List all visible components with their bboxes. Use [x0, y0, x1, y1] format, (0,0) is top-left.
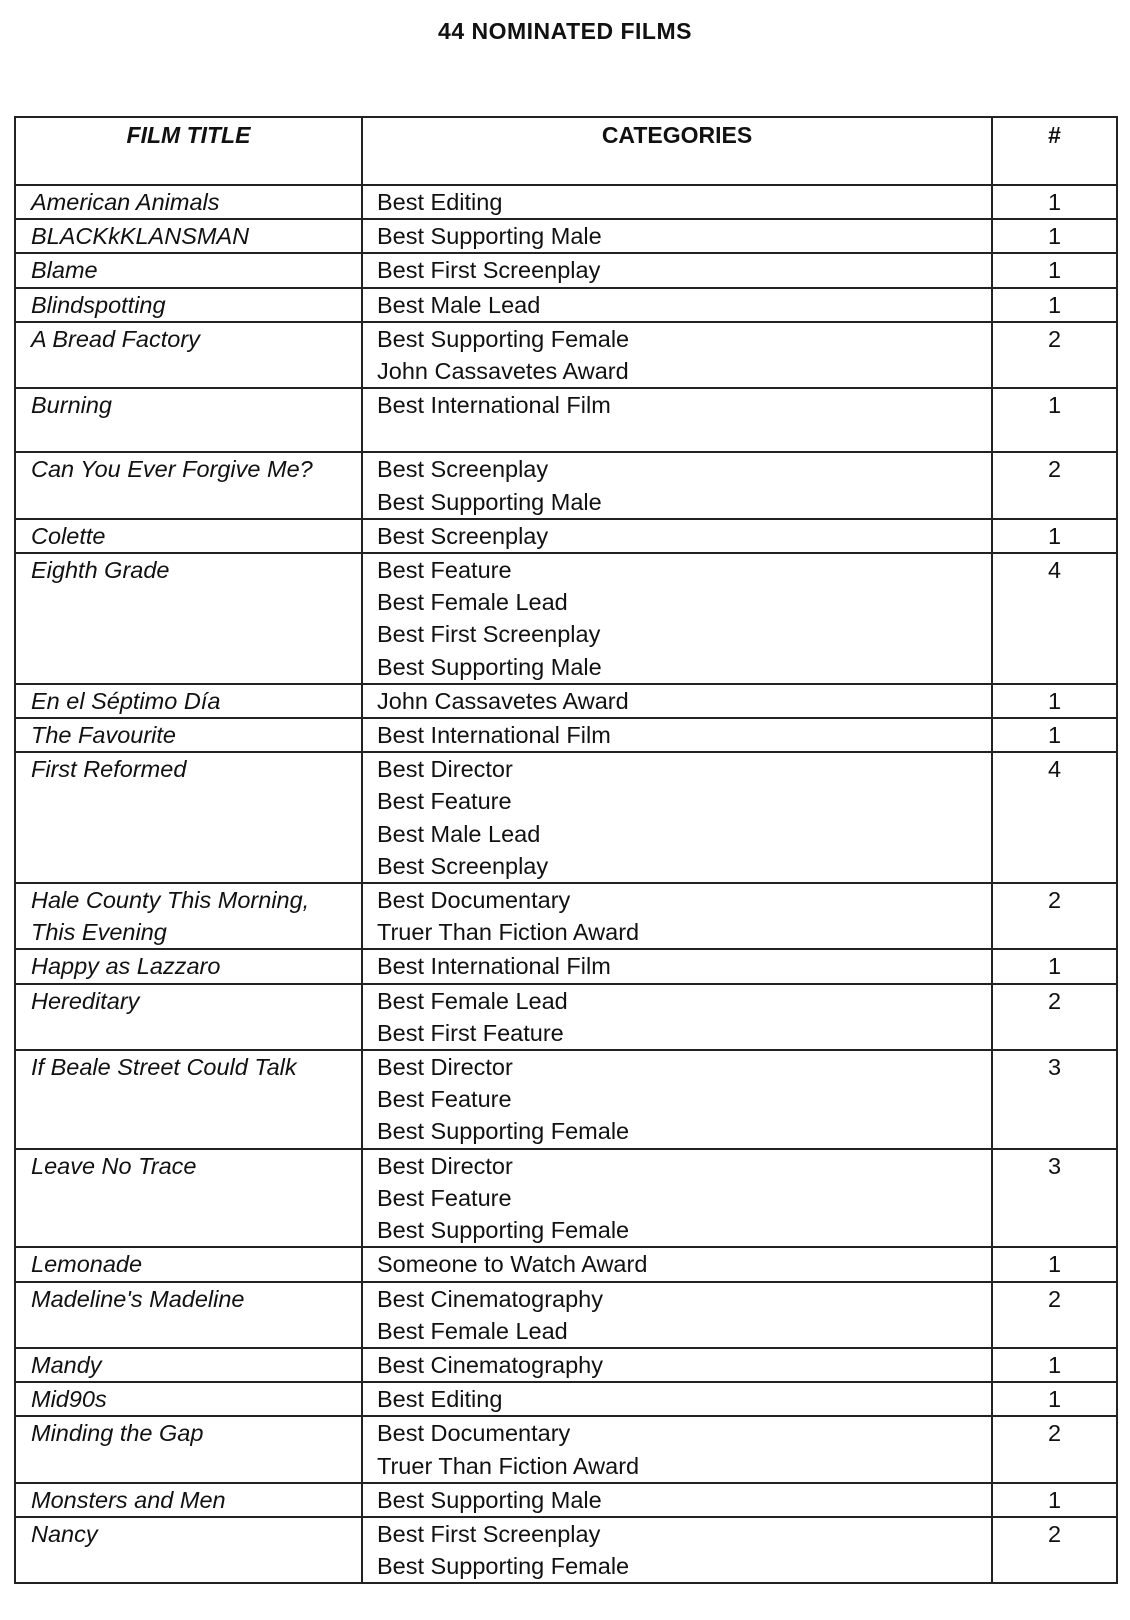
- category-item: Best Screenplay: [377, 456, 549, 483]
- category-item: Best First Feature: [377, 1019, 564, 1046]
- categories-cell: [362, 1483, 992, 1517]
- categories-cell: [362, 185, 992, 219]
- film-title-header: FILM TITLE: [15, 117, 362, 185]
- category-item: Best Supporting Male: [377, 1486, 602, 1513]
- film-title-cell: Hereditary: [15, 984, 362, 1050]
- category-item: John Cassavetes Award: [377, 358, 629, 385]
- category-item: Best Feature: [377, 788, 512, 815]
- nomination-count-cell: 1: [992, 1247, 1117, 1281]
- nomination-count-cell: 2: [992, 322, 1117, 388]
- table-row: [15, 684, 1117, 718]
- category-item: Best Screenplay: [377, 522, 549, 549]
- category-item: Truer Than Fiction Award: [377, 1452, 640, 1479]
- table-row: [15, 949, 1117, 983]
- table-row: [15, 452, 1117, 518]
- table-body: [15, 185, 1117, 1583]
- table-row: [15, 185, 1117, 219]
- table-row: [15, 984, 1117, 1050]
- nomination-count-cell: 2: [992, 883, 1117, 949]
- category-item: Best Documentary: [377, 1420, 571, 1447]
- film-title-cell: Madeline's Madeline: [15, 1282, 362, 1348]
- categories-cell: [362, 388, 992, 452]
- table-row: [15, 1149, 1117, 1248]
- category-item: Best Director: [377, 1152, 513, 1179]
- table-row: [15, 388, 1117, 452]
- nomination-count-cell: 2: [992, 1282, 1117, 1348]
- categories-cell: [362, 1348, 992, 1382]
- table-row: [15, 1517, 1117, 1583]
- table-row: [15, 253, 1117, 287]
- categories-cell: [362, 684, 992, 718]
- nomination-count-cell: 1: [992, 949, 1117, 983]
- category-item: Best Supporting Male: [377, 488, 602, 515]
- categories-cell: [362, 288, 992, 322]
- table-header-row: [15, 117, 1117, 185]
- table-row: [15, 752, 1117, 883]
- category-item: Best Male Lead: [377, 291, 541, 318]
- nomination-count-cell: 1: [992, 388, 1117, 452]
- film-title-cell: Mid90s: [15, 1382, 362, 1416]
- categories-cell: [362, 949, 992, 983]
- film-title-cell: First Reformed: [15, 752, 362, 883]
- nomination-count-cell: 1: [992, 253, 1117, 287]
- categories-cell: [362, 1149, 992, 1248]
- category-item: Best Director: [377, 756, 513, 783]
- category-item: Best Screenplay: [377, 852, 549, 879]
- categories-cell: [362, 452, 992, 518]
- category-item: Best International Film: [377, 392, 611, 419]
- nomination-count-cell: 1: [992, 1348, 1117, 1382]
- nomination-count-cell: 1: [992, 288, 1117, 322]
- nomination-count-cell: 1: [992, 684, 1117, 718]
- category-item: Best Female Lead: [377, 589, 568, 616]
- nomination-count-cell: 3: [992, 1050, 1117, 1149]
- category-item: Best Male Lead: [377, 820, 541, 847]
- film-title-cell: Nancy: [15, 1517, 362, 1583]
- film-title-cell: Hale County This Morning, This Evening: [15, 883, 362, 949]
- film-title-cell: Lemonade: [15, 1247, 362, 1281]
- film-title-cell: Can You Ever Forgive Me?: [15, 452, 362, 518]
- category-item: Best Feature: [377, 1184, 512, 1211]
- nomination-count-cell: 3: [992, 1149, 1117, 1248]
- categories-cell: [362, 1416, 992, 1482]
- page-title: 44 NOMINATED FILMS: [438, 18, 692, 44]
- table-row: [15, 553, 1117, 684]
- nomination-count-cell: 2: [992, 452, 1117, 518]
- categories-cell: [362, 219, 992, 253]
- categories-cell: [362, 1050, 992, 1149]
- categories-cell: [362, 1517, 992, 1583]
- category-item: Truer Than Fiction Award: [377, 919, 640, 946]
- categories-cell: [362, 984, 992, 1050]
- category-item: Best Cinematography: [377, 1285, 603, 1312]
- table-row: [15, 288, 1117, 322]
- category-item: Best Editing: [377, 1386, 503, 1413]
- category-item: John Cassavetes Award: [377, 687, 629, 714]
- category-item: Best Feature: [377, 557, 512, 584]
- table-row: [15, 883, 1117, 949]
- nomination-count-cell: 4: [992, 553, 1117, 684]
- categories-header: CATEGORIES: [362, 117, 992, 185]
- category-item: Best Female Lead: [377, 1317, 568, 1344]
- category-item: Best Editing: [377, 189, 503, 215]
- nomination-count-cell: 2: [992, 1517, 1117, 1583]
- category-item: Best Supporting Female: [377, 1217, 630, 1244]
- categories-cell: [362, 519, 992, 553]
- table-row: [15, 1247, 1117, 1281]
- categories-cell: [362, 718, 992, 752]
- film-title-cell: Blindspotting: [15, 288, 362, 322]
- category-item: Best Supporting Male: [377, 223, 602, 250]
- table-row: [15, 519, 1117, 553]
- category-item: Best First Screenplay: [377, 621, 601, 648]
- film-title-cell: Mandy: [15, 1348, 362, 1382]
- category-item: Best First Screenplay: [377, 1520, 601, 1547]
- film-title-cell: Burning: [15, 388, 362, 452]
- category-item: Best Director: [377, 1054, 513, 1081]
- table-row: [15, 1348, 1117, 1382]
- film-title-cell: Eighth Grade: [15, 553, 362, 684]
- category-item: Best Feature: [377, 1086, 512, 1113]
- nomination-count-cell: 1: [992, 718, 1117, 752]
- film-title-cell: Monsters and Men: [15, 1483, 362, 1517]
- count-header: #: [992, 117, 1117, 185]
- nomination-count-cell: 2: [992, 1416, 1117, 1482]
- table-row: [15, 1050, 1117, 1149]
- nomination-count-cell: 1: [992, 519, 1117, 553]
- categories-cell: [362, 752, 992, 883]
- nomination-count-cell: 1: [992, 219, 1117, 253]
- category-item: Best Supporting Female: [377, 1118, 630, 1145]
- category-item: Best Documentary: [377, 887, 571, 914]
- nomination-count-cell: 4: [992, 752, 1117, 883]
- table-row: [15, 1483, 1117, 1517]
- film-title-cell: BLACKkKLANSMAN: [15, 219, 362, 253]
- category-item: Someone to Watch Award: [377, 1251, 648, 1278]
- film-title-cell: Colette: [15, 519, 362, 553]
- category-item: Best Supporting Female: [377, 325, 630, 352]
- category-item: Best International Film: [377, 953, 611, 980]
- table-row: [15, 1282, 1117, 1348]
- categories-cell: [362, 1282, 992, 1348]
- category-item: Best Supporting Male: [377, 653, 602, 680]
- categories-cell: [362, 253, 992, 287]
- nomination-count-cell: 1: [992, 185, 1117, 219]
- category-item: Best First Screenplay: [377, 257, 601, 284]
- film-title-cell: Blame: [15, 253, 362, 287]
- film-title-cell: A Bread Factory: [15, 322, 362, 388]
- nominated-films-table: [14, 116, 1118, 1584]
- table-row: [15, 1382, 1117, 1416]
- film-title-cell: American Animals: [15, 185, 362, 219]
- categories-cell: [362, 1382, 992, 1416]
- table-row: [15, 219, 1117, 253]
- nomination-count-cell: 1: [992, 1483, 1117, 1517]
- category-item: Best International Film: [377, 722, 611, 749]
- nomination-count-cell: 1: [992, 1382, 1117, 1416]
- categories-cell: [362, 883, 992, 949]
- category-item: Best Cinematography: [377, 1351, 603, 1378]
- film-title-cell: En el Séptimo Día: [15, 684, 362, 718]
- table-row: [15, 322, 1117, 388]
- categories-cell: [362, 553, 992, 684]
- categories-cell: [362, 322, 992, 388]
- categories-cell: [362, 1247, 992, 1281]
- category-item: Best Supporting Female: [377, 1553, 630, 1580]
- film-title-cell: If Beale Street Could Talk: [15, 1050, 362, 1149]
- nomination-count-cell: 2: [992, 984, 1117, 1050]
- film-title-cell: The Favourite: [15, 718, 362, 752]
- table-row: [15, 1416, 1117, 1482]
- category-item: Best Female Lead: [377, 987, 568, 1014]
- film-title-cell: Leave No Trace: [15, 1149, 362, 1248]
- film-title-cell: Minding the Gap: [15, 1416, 362, 1482]
- table-row: [15, 718, 1117, 752]
- film-title-cell: Happy as Lazzaro: [15, 949, 362, 983]
